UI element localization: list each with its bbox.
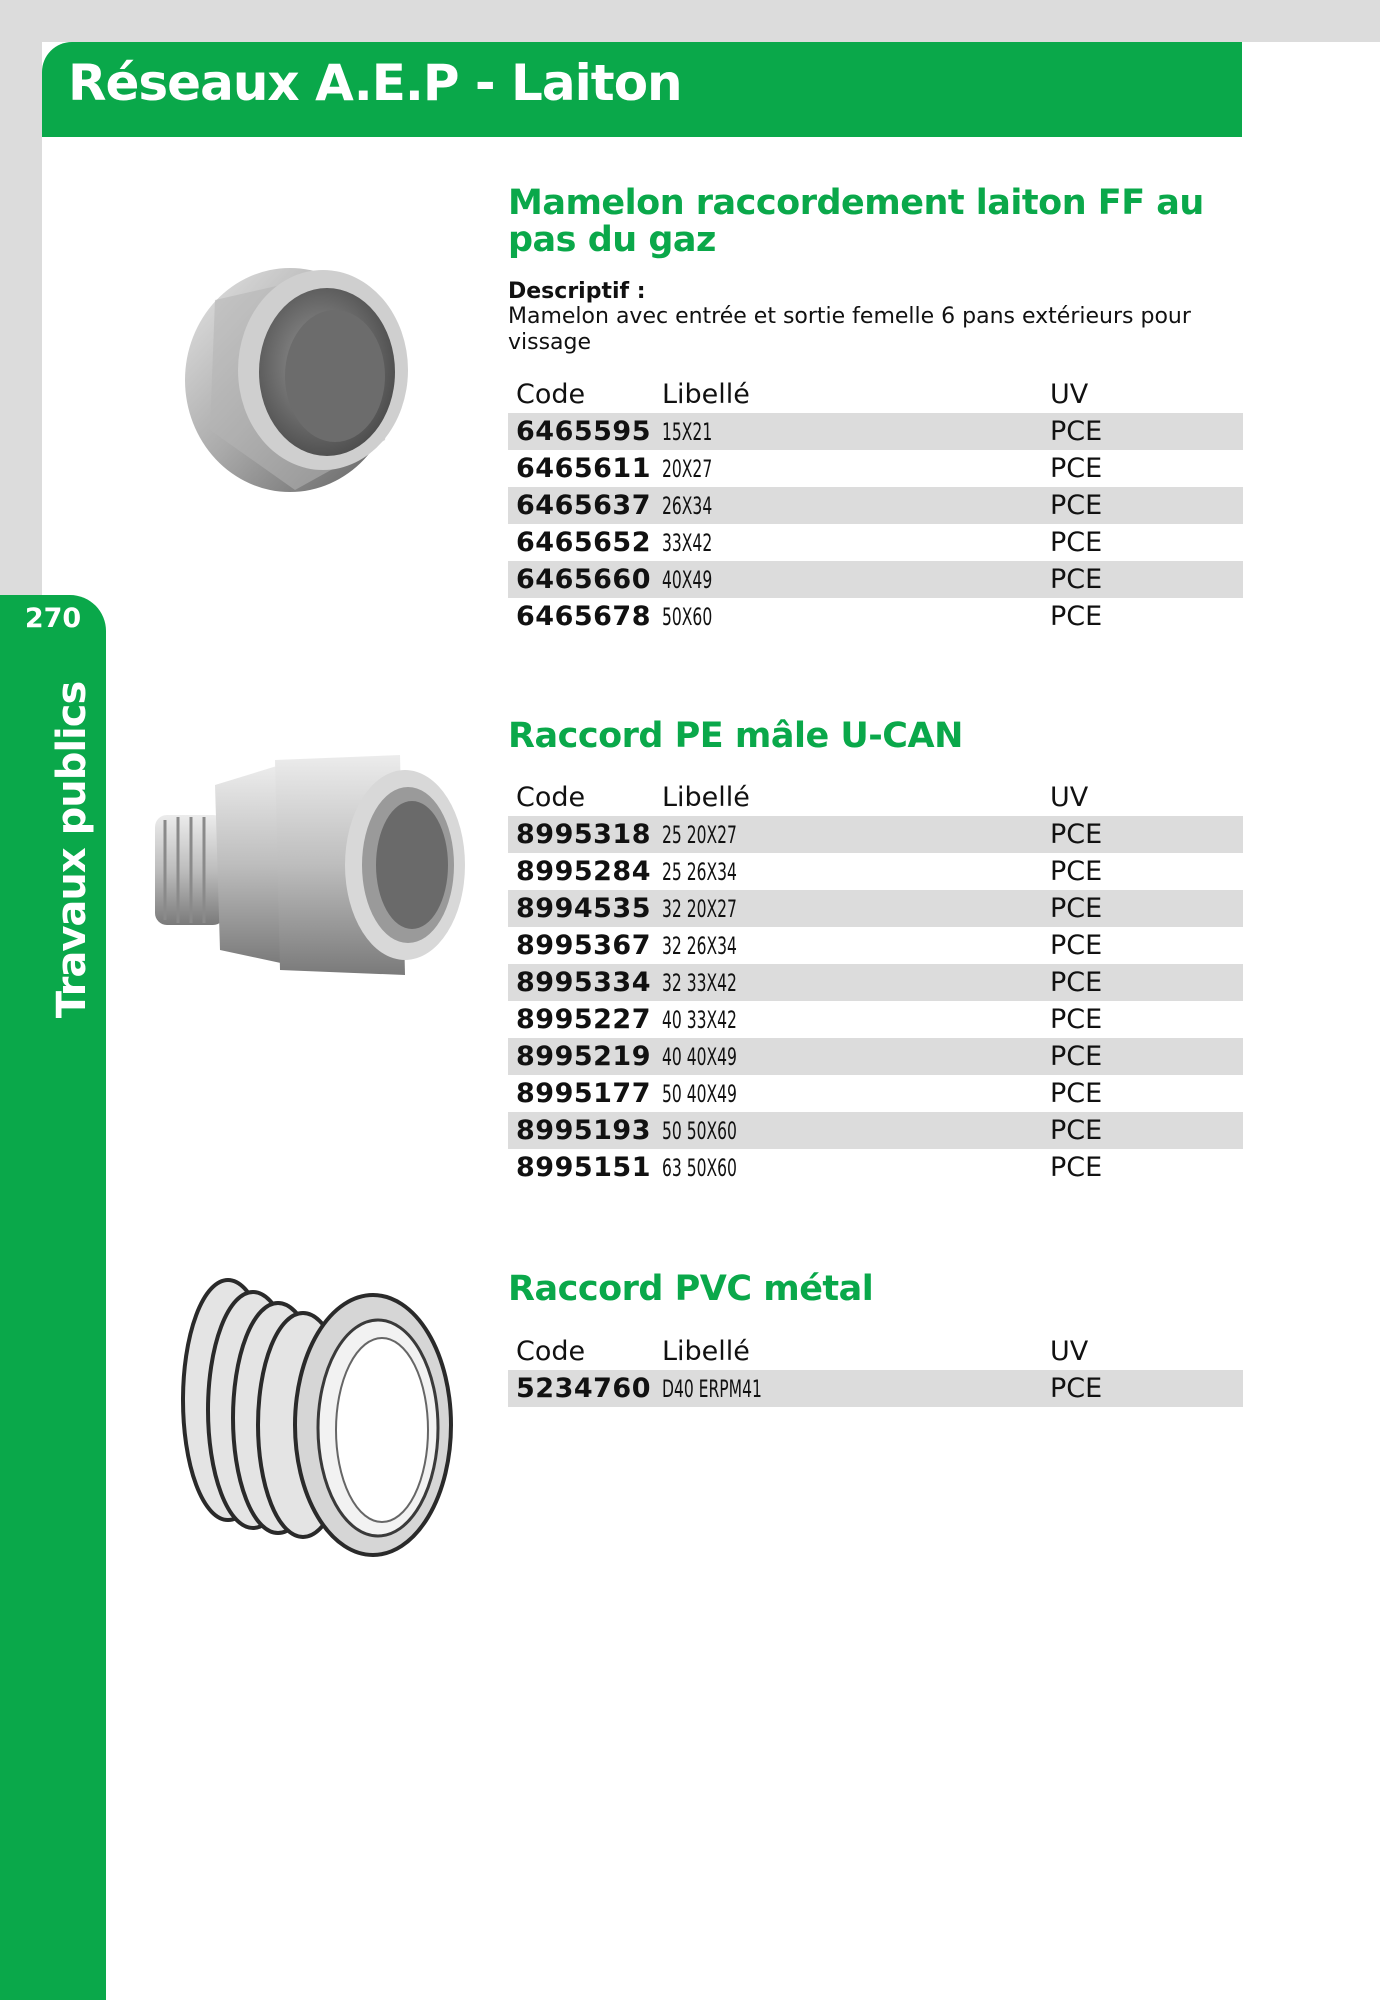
header-libelle: Libellé [662, 782, 750, 813]
raccord-pe-product-image [150, 745, 470, 985]
row-code: 6465595 [516, 416, 652, 447]
row-code: 8995227 [516, 1004, 652, 1035]
row-code: 8995151 [516, 1152, 652, 1183]
mamelon-product-image [175, 250, 425, 500]
table-row [508, 1038, 1243, 1075]
row-libelle: 40 33X42 [662, 1005, 737, 1034]
row-uv: PCE [1050, 490, 1103, 521]
row-libelle: 50X60 [662, 602, 713, 631]
header-uv: UV [1050, 1336, 1089, 1367]
row-libelle: 40X49 [662, 565, 713, 594]
section-title: Raccord PVC métal [508, 1269, 874, 1309]
table-row [508, 1075, 1243, 1112]
row-uv: PCE [1050, 819, 1103, 850]
row-libelle: 26X34 [662, 491, 713, 520]
section-title: Raccord PE mâle U-CAN [508, 716, 963, 756]
table-row [508, 487, 1243, 524]
header-code: Code [516, 782, 586, 813]
row-code: 8995219 [516, 1041, 652, 1072]
left-margin [0, 0, 42, 600]
table-row [508, 561, 1243, 598]
description-heading: Descriptif : [508, 279, 646, 304]
row-uv: PCE [1050, 856, 1103, 887]
row-code: 6465678 [516, 601, 652, 632]
table-row [508, 853, 1243, 890]
row-libelle: 33X42 [662, 528, 713, 557]
row-code: 6465660 [516, 564, 652, 595]
section-title-line2: pas du gaz [508, 220, 716, 260]
row-libelle: 50 50X60 [662, 1116, 737, 1145]
row-uv: PCE [1050, 453, 1103, 484]
page-number: 270 [24, 603, 82, 634]
row-libelle: 25 20X27 [662, 820, 737, 849]
table-row [508, 598, 1243, 635]
header-code: Code [516, 379, 586, 410]
table-row [508, 964, 1243, 1001]
row-code: 8995193 [516, 1115, 652, 1146]
row-code: 8995318 [516, 819, 652, 850]
row-code: 8995284 [516, 856, 652, 887]
row-code: 5234760 [516, 1373, 652, 1404]
row-code: 6465611 [516, 453, 652, 484]
section-label: Travaux publics [49, 681, 95, 1019]
table-row [508, 890, 1243, 927]
row-uv: PCE [1050, 893, 1103, 924]
row-uv: PCE [1050, 1115, 1103, 1146]
table-row [508, 1370, 1243, 1407]
table-row [508, 927, 1243, 964]
product-table [508, 1333, 1243, 1407]
section-raccord-pvc [508, 1271, 1243, 1407]
row-libelle: 25 26X34 [662, 857, 737, 886]
row-libelle: 32 20X27 [662, 894, 737, 923]
table-header [508, 376, 1243, 413]
section-title [508, 185, 1243, 259]
row-libelle: 15X21 [662, 417, 713, 446]
row-libelle: 40 40X49 [662, 1042, 737, 1071]
table-header [508, 779, 1243, 816]
row-uv: PCE [1050, 1152, 1103, 1183]
table-row [508, 1149, 1243, 1186]
product-table [508, 779, 1243, 1186]
table-row [508, 450, 1243, 487]
table-row [508, 1001, 1243, 1038]
header-code: Code [516, 1336, 586, 1367]
row-code: 6465637 [516, 490, 652, 521]
table-row [508, 816, 1243, 853]
row-uv: PCE [1050, 1373, 1103, 1404]
raccord-pvc-product-image [168, 1270, 453, 1570]
section-raccord-pe [508, 718, 1243, 1186]
row-uv: PCE [1050, 527, 1103, 558]
product-table [508, 376, 1243, 635]
description-text: Mamelon avec entrée et sortie femelle 6 pans extérieurs pour vissage [508, 304, 1191, 355]
header-bar [42, 42, 1242, 137]
row-libelle: 32 33X42 [662, 968, 737, 997]
section-mamelon [508, 185, 1243, 635]
row-code: 8995367 [516, 930, 652, 961]
row-uv: PCE [1050, 416, 1103, 447]
row-libelle: 32 26X34 [662, 931, 737, 960]
header-uv: UV [1050, 379, 1089, 410]
row-libelle: 20X27 [662, 454, 713, 483]
header-libelle: Libellé [662, 1336, 750, 1367]
row-uv: PCE [1050, 564, 1103, 595]
top-margin [0, 0, 1380, 42]
row-uv: PCE [1050, 967, 1103, 998]
row-uv: PCE [1050, 1041, 1103, 1072]
table-row [508, 524, 1243, 561]
row-code: 8995334 [516, 967, 652, 998]
row-code: 8994535 [516, 893, 652, 924]
page-title: Réseaux A.E.P - Laiton [68, 54, 682, 112]
row-uv: PCE [1050, 601, 1103, 632]
header-libelle: Libellé [662, 379, 750, 410]
table-header [508, 1333, 1243, 1370]
row-libelle: 50 40X49 [662, 1079, 737, 1108]
row-uv: PCE [1050, 1078, 1103, 1109]
table-row [508, 1112, 1243, 1149]
row-code: 8995177 [516, 1078, 652, 1109]
table-row [508, 413, 1243, 450]
row-libelle: D40 ERPM41 [662, 1374, 762, 1403]
row-uv: PCE [1050, 930, 1103, 961]
header-uv: UV [1050, 782, 1089, 813]
section-title-line1: Mamelon raccordement laiton FF au [508, 183, 1204, 223]
row-code: 6465652 [516, 527, 652, 558]
row-uv: PCE [1050, 1004, 1103, 1035]
row-libelle: 63 50X60 [662, 1153, 737, 1182]
